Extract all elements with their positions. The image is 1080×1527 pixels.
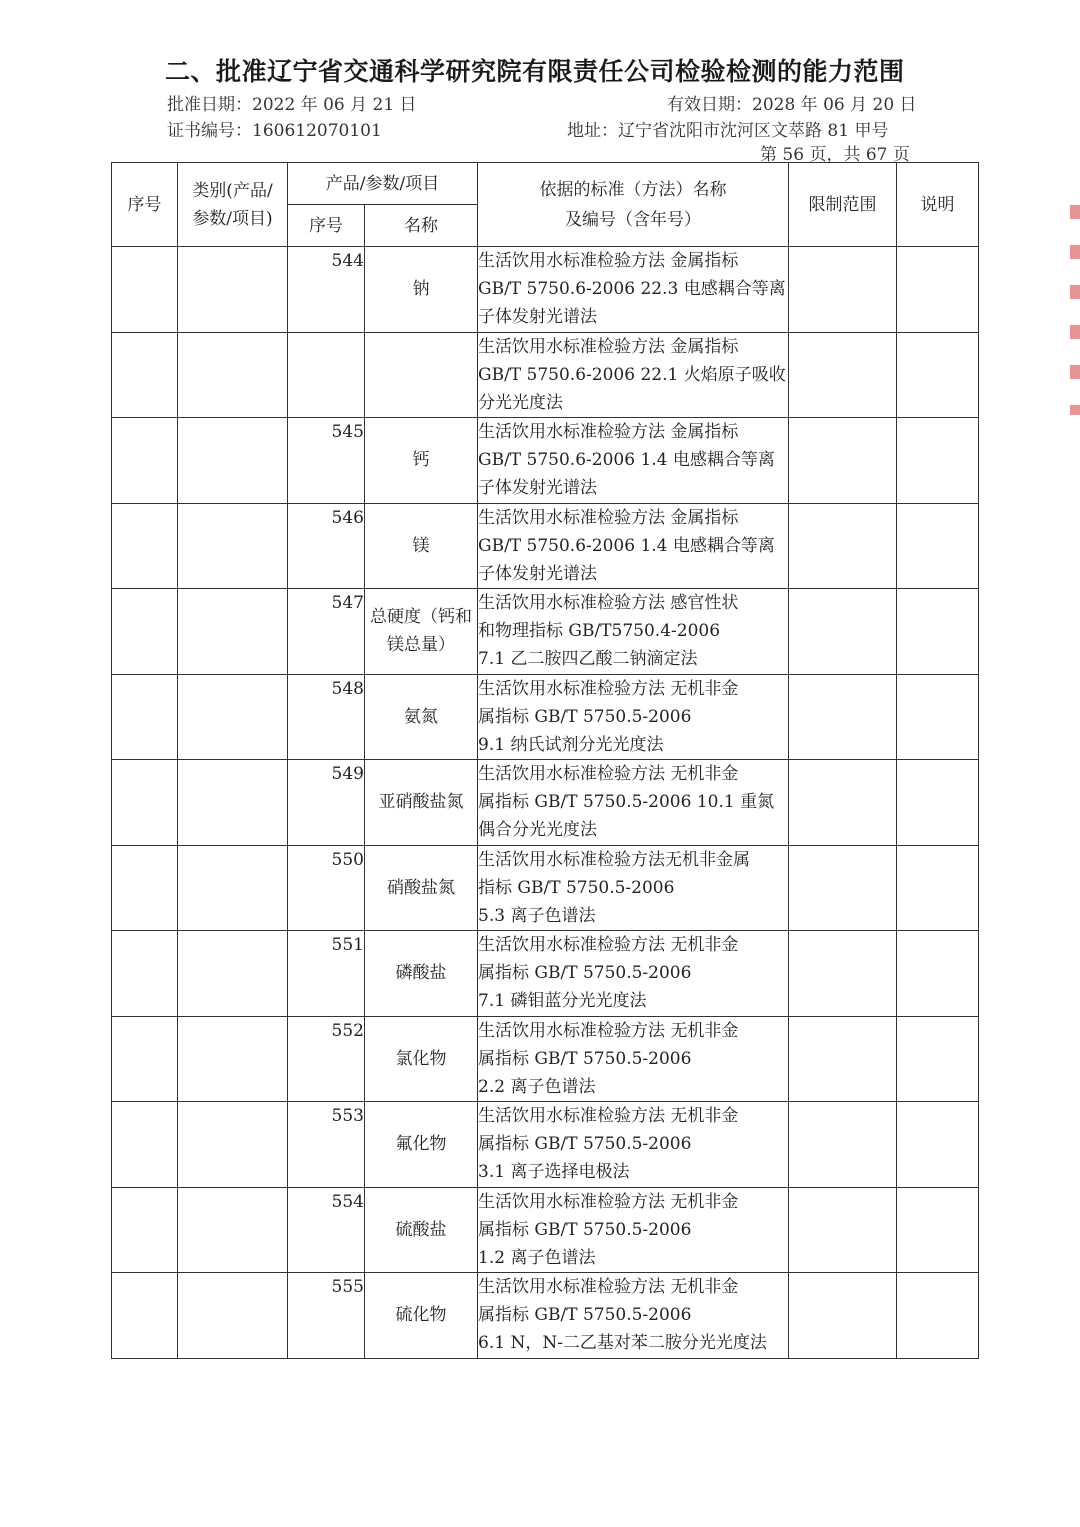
cell-item-number: 545	[288, 418, 365, 504]
cell-standard: 生活饮用水标准检验方法 金属指标 GB/T 5750.6-2006 22.3 电感耦合等离 子体发射光谱法	[478, 247, 789, 333]
cell-limit	[789, 332, 897, 418]
cell-category	[178, 247, 288, 333]
cell-standard: 生活饮用水标准检验方法 无机非金 属指标 GB/T 5750.5-2006 7.1 磷钼蓝分光光度法	[478, 931, 789, 1017]
cell-note	[897, 503, 979, 589]
cell-note	[897, 418, 979, 504]
red-stamp-edge	[1070, 205, 1080, 415]
cell-note	[897, 931, 979, 1017]
cell-standard: 生活饮用水标准检验方法 金属指标 GB/T 5750.6-2006 22.1 火焰原子吸收 分光光度法	[478, 332, 789, 418]
cell-limit	[789, 1187, 897, 1273]
page-title: 二、批准辽宁省交通科学研究院有限责任公司检验检测的能力范围	[165, 57, 905, 86]
cell-item-name: 亚硝酸盐氮	[365, 760, 478, 846]
cell-category	[178, 1102, 288, 1188]
header-product-group: 产品/参数/项目	[288, 163, 478, 205]
cell-seq	[112, 332, 178, 418]
cell-item-name: 硝酸盐氮	[365, 845, 478, 931]
cell-note	[897, 674, 979, 760]
cell-note	[897, 1273, 979, 1359]
cell-item-number: 555	[288, 1273, 365, 1359]
cell-standard: 生活饮用水标准检验方法 无机非金 属指标 GB/T 5750.5-2006 6.1 N，N-二乙基对苯二胺分光光度法	[478, 1273, 789, 1359]
cell-category	[178, 1016, 288, 1102]
table-row	[112, 503, 979, 589]
header-seq: 序号	[112, 163, 178, 247]
cell-category	[178, 760, 288, 846]
cell-note	[897, 332, 979, 418]
table-row	[112, 1187, 979, 1273]
cell-note	[897, 1016, 979, 1102]
table-row	[112, 589, 979, 675]
table-row	[112, 760, 979, 846]
cell-standard: 生活饮用水标准检验方法 无机非金 属指标 GB/T 5750.5-2006 1.2 离子色谱法	[478, 1187, 789, 1273]
table-row	[112, 332, 979, 418]
certificate-number: 证书编号：160612070101	[167, 121, 382, 141]
cell-standard: 生活饮用水标准检验方法 无机非金 属指标 GB/T 5750.5-2006 9.1 纳氏试剂分光光度法	[478, 674, 789, 760]
cell-item-name: 磷酸盐	[365, 931, 478, 1017]
cell-limit	[789, 760, 897, 846]
cell-seq	[112, 418, 178, 504]
page-number: 第 56 页，共 67 页	[760, 145, 910, 165]
cell-category	[178, 503, 288, 589]
cell-limit	[789, 1016, 897, 1102]
cell-item-name	[365, 332, 478, 418]
cell-item-name: 总硬度（钙和镁总量）	[365, 589, 478, 675]
table-row	[112, 931, 979, 1017]
cell-standard: 生活饮用水标准检验方法 无机非金 属指标 GB/T 5750.5-2006 10.1 重氮 偶合分光光度法	[478, 760, 789, 846]
header-limit: 限制范围	[789, 163, 897, 247]
header-note: 说明	[897, 163, 979, 247]
table-row	[112, 1016, 979, 1102]
cell-item-name: 镁	[365, 503, 478, 589]
cell-item-number: 548	[288, 674, 365, 760]
table-row	[112, 418, 979, 504]
cell-standard: 生活饮用水标准检验方法 无机非金 属指标 GB/T 5750.5-2006 3.1 离子选择电极法	[478, 1102, 789, 1188]
cell-category	[178, 931, 288, 1017]
cell-item-number: 554	[288, 1187, 365, 1273]
scope-table	[111, 162, 979, 1359]
cell-category	[178, 332, 288, 418]
cell-standard: 生活饮用水标准检验方法无机非金属 指标 GB/T 5750.5-2006 5.3 离子色谱法	[478, 845, 789, 931]
cell-category	[178, 845, 288, 931]
cell-note	[897, 589, 979, 675]
cell-note	[897, 760, 979, 846]
cell-item-name: 硫酸盐	[365, 1187, 478, 1273]
header-sub-name: 名称	[365, 205, 478, 247]
cell-item-number: 551	[288, 931, 365, 1017]
cell-category	[178, 418, 288, 504]
header-category: 类别(产品/参数/项目)	[178, 163, 288, 247]
cell-seq	[112, 674, 178, 760]
cell-category	[178, 589, 288, 675]
cell-item-number: 547	[288, 589, 365, 675]
cell-item-name: 钙	[365, 418, 478, 504]
cell-item-name: 氟化物	[365, 1102, 478, 1188]
cell-seq	[112, 503, 178, 589]
cell-item-name: 氨氮	[365, 674, 478, 760]
table-row	[112, 1102, 979, 1188]
cell-limit	[789, 247, 897, 333]
valid-date: 有效日期：2028 年 06 月 20 日	[667, 95, 917, 115]
cell-item-number: 544	[288, 247, 365, 333]
table-row	[112, 1273, 979, 1359]
header-standard: 依据的标准（方法）名称 及编号（含年号）	[478, 163, 789, 247]
cell-limit	[789, 589, 897, 675]
cell-limit	[789, 1102, 897, 1188]
approval-date: 批准日期：2022 年 06 月 21 日	[167, 95, 417, 115]
cell-category	[178, 1187, 288, 1273]
cell-limit	[789, 418, 897, 504]
cell-seq	[112, 1016, 178, 1102]
cell-seq	[112, 589, 178, 675]
table-row	[112, 247, 979, 333]
table-row	[112, 845, 979, 931]
table-row	[112, 674, 979, 760]
cell-standard: 生活饮用水标准检验方法 无机非金 属指标 GB/T 5750.5-2006 2.2 离子色谱法	[478, 1016, 789, 1102]
cell-note	[897, 1102, 979, 1188]
cell-seq	[112, 845, 178, 931]
cell-standard: 生活饮用水标准检验方法 金属指标 GB/T 5750.6-2006 1.4 电感耦合等离 子体发射光谱法	[478, 418, 789, 504]
header-sub-seq: 序号	[288, 205, 365, 247]
cell-limit	[789, 503, 897, 589]
cell-seq	[112, 931, 178, 1017]
cell-item-number: 546	[288, 503, 365, 589]
cell-seq	[112, 1187, 178, 1273]
cell-item-number: 550	[288, 845, 365, 931]
cell-category	[178, 674, 288, 760]
cell-item-number: 552	[288, 1016, 365, 1102]
cell-note	[897, 247, 979, 333]
cell-limit	[789, 674, 897, 760]
cell-item-number: 549	[288, 760, 365, 846]
cell-item-name: 硫化物	[365, 1273, 478, 1359]
cell-limit	[789, 1273, 897, 1359]
cell-note	[897, 845, 979, 931]
cell-item-number: 553	[288, 1102, 365, 1188]
address: 地址：辽宁省沈阳市沈河区文萃路 81 甲号	[567, 121, 889, 141]
cell-limit	[789, 845, 897, 931]
cell-seq	[112, 1102, 178, 1188]
cell-category	[178, 1273, 288, 1359]
cell-limit	[789, 931, 897, 1017]
cell-seq	[112, 760, 178, 846]
cell-seq	[112, 247, 178, 333]
cell-seq	[112, 1273, 178, 1359]
cell-standard: 生活饮用水标准检验方法 感官性状 和物理指标 GB/T5750.4-2006 7.1 乙二胺四乙酸二钠滴定法	[478, 589, 789, 675]
cell-item-name: 钠	[365, 247, 478, 333]
cell-item-number	[288, 332, 365, 418]
cell-standard: 生活饮用水标准检验方法 金属指标 GB/T 5750.6-2006 1.4 电感耦合等离 子体发射光谱法	[478, 503, 789, 589]
cell-item-name: 氯化物	[365, 1016, 478, 1102]
cell-note	[897, 1187, 979, 1273]
